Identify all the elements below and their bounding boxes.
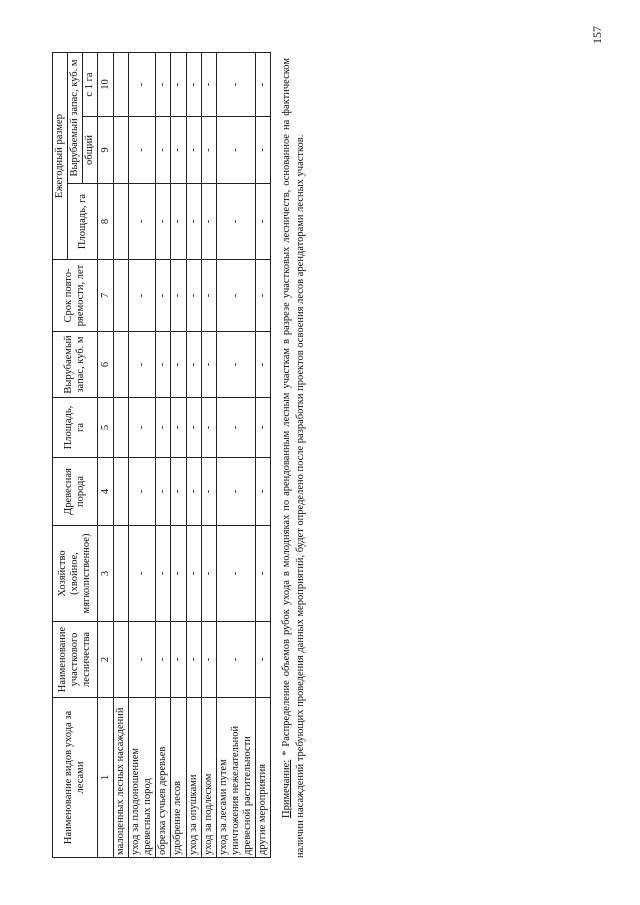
header-care-type: Наименование видов ухода за лесами [53,698,98,858]
column-number: 10 [98,53,114,117]
header-economy: Хозяйство (хвойное, мягколиственное) [53,526,98,622]
column-number: 1 [98,698,114,858]
table-cell: - [129,526,156,622]
header-annual: Ежегодный размер [53,53,68,260]
column-number: 8 [98,184,114,260]
column-number: 5 [98,398,114,458]
header-species: Древесная порода [53,458,98,526]
table-body [98,53,271,858]
table-cell: - [156,332,171,398]
table-cell: - [186,184,201,260]
table-row [129,53,156,858]
table-cell: - [201,117,216,184]
header-annual-area: Площадь, га [68,184,98,260]
column-number: 9 [98,117,114,184]
table-cell [114,526,129,622]
care-type-name: малоценных лесных насаждений [114,698,129,858]
footnote [280,58,308,858]
table-cell: - [171,260,186,332]
table-cell [114,53,129,117]
header-total: общий [83,117,98,184]
care-type-name: удобрение лесов [171,698,186,858]
table-cell: - [129,260,156,332]
care-type-name: уход за подлеском [201,698,216,858]
table-cell: - [201,458,216,526]
table-cell: - [216,622,255,698]
table-cell: - [129,622,156,698]
column-number: 7 [98,260,114,332]
table-cell: - [171,332,186,398]
header-repeat-period: Срок повто-ряемости, лет [53,260,98,332]
table-row [171,53,186,858]
table-cell: - [171,622,186,698]
table-cell: - [186,117,201,184]
table-cell: - [255,184,270,260]
column-number: 4 [98,458,114,526]
table-cell: - [201,398,216,458]
table-cell: - [156,622,171,698]
header-area: Площадь, га [53,398,98,458]
page-number: 157 [590,26,604,44]
table-cell: - [255,458,270,526]
table-cell: - [216,458,255,526]
table-cell: - [186,622,201,698]
care-type-name: уход за плодоношением древесных пород [129,698,156,858]
table-row [216,53,255,858]
table-cell [114,398,129,458]
table-cell [114,117,129,184]
table-cell: - [255,332,270,398]
table-cell [114,184,129,260]
column-number: 2 [98,622,114,698]
table-cell: - [186,332,201,398]
table-cell: - [216,332,255,398]
table-cell: - [156,526,171,622]
table-cell: - [129,117,156,184]
column-number: 3 [98,526,114,622]
table-row [201,53,216,858]
table-cell: - [156,117,171,184]
table-cell: - [255,526,270,622]
table-cell: - [186,53,201,117]
table-cell: - [186,526,201,622]
table-cell: - [171,184,186,260]
care-type-name: уход за лесами путем уничтожения нежелательной древесной растительности [216,698,255,858]
table-cell: - [216,526,255,622]
table-cell: - [129,332,156,398]
table-cell: - [129,184,156,260]
table-cell: - [216,117,255,184]
table-cell: - [156,260,171,332]
forest-care-table [52,52,271,858]
table-cell: - [255,622,270,698]
table-row [156,53,171,858]
header-per-ha: с 1 га [83,53,98,117]
care-type-name: обрезка сучьев деревьев [156,698,171,858]
table-cell [114,260,129,332]
footnote-label: Примечание: [280,759,292,818]
table-cell: - [171,53,186,117]
table-cell: - [156,458,171,526]
column-number-row [98,53,114,858]
table-cell: - [171,526,186,622]
rotated-page-content [52,53,372,858]
table-cell: - [216,53,255,117]
footnote-text: * Распределение объемов рубок ухода в молодняках по арендованным лесным участкам в разрезе участковых лесничеств, основанное на фактическом наличии насаждений требующих проведения данных мероприятий, будет определено после разработки проектов освоения лесов арендаторами лесных участков. [280,58,307,858]
header-stock: Вырубаемый запас, куб. м [53,332,98,398]
table-row [114,53,129,858]
table-cell: - [201,184,216,260]
table-cell: - [201,622,216,698]
table-cell: - [216,260,255,332]
column-number: 6 [98,332,114,398]
table-cell: - [171,398,186,458]
table-cell: - [255,117,270,184]
table-cell [114,622,129,698]
table-cell: - [186,398,201,458]
table-cell [114,332,129,398]
table-cell: - [201,526,216,622]
table-cell: - [201,53,216,117]
table-cell: - [156,398,171,458]
table-cell: - [201,260,216,332]
table-cell: - [156,184,171,260]
table-cell: - [201,332,216,398]
care-type-name: уход за опушками [186,698,201,858]
table-cell: - [255,260,270,332]
table-cell: - [186,260,201,332]
table-cell: - [129,398,156,458]
table-cell [114,458,129,526]
table-cell: - [255,53,270,117]
table-cell: - [186,458,201,526]
header-district: Наименование участкового лесничества [53,622,98,698]
table-cell: - [216,184,255,260]
table-cell: - [171,458,186,526]
table-row [255,53,270,858]
table-cell: - [129,458,156,526]
care-type-name: другие мероприятия [255,698,270,858]
table-cell: - [171,117,186,184]
table-row [186,53,201,858]
table-cell: - [255,398,270,458]
header-annual-stock: Вырубаемый запас, куб. м [68,53,83,184]
table-cell: - [216,398,255,458]
table-cell: - [129,53,156,117]
table-cell: - [156,53,171,117]
